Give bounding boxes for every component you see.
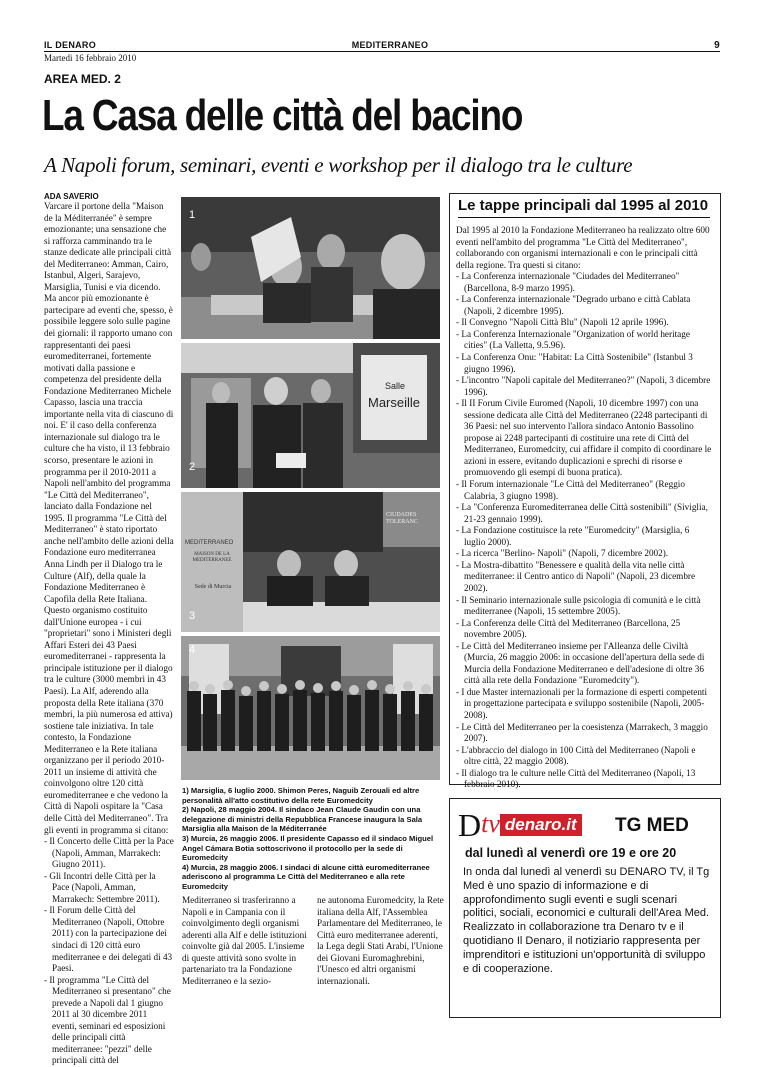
event-item: - Il Concerto delle Città per la Pace (Napoli, Amman, Marrakech: Giugno 2011). (44, 836, 174, 870)
logo-tv: tv (481, 809, 500, 838)
sign-title: Salle (385, 381, 406, 391)
photo-number: 2 (189, 461, 196, 473)
milestone-item: - Il dialogo tra le culture nelle Città del Mediterraneo (Napoli, 13 febbraio 2010). (456, 767, 696, 790)
article-title: La Casa delle città del bacino (42, 91, 523, 140)
milestone-item: - L'incontro "Napoli capitale del Mediterraneo?" (Napoli, 3 dicembre 1996). (456, 375, 711, 397)
photo-number: 3 (189, 610, 196, 622)
photo-number: 4 (189, 644, 196, 656)
photo-2-sala-marsiglia (181, 343, 440, 488)
milestone-item: - Le Città del Mediterraneo per la coesistenza (Marrakech, 3 maggio 2007). (456, 721, 708, 744)
logo-site: denaro.it (500, 814, 582, 836)
milestone-item: - I due Master internazionali per la formazione di esperti competenti in progettazione partecipata e sviluppo sostenibile (Napoli, 2005-2008). (456, 686, 708, 720)
tv-description (463, 866, 713, 976)
milestone-item: - Il II Forum Civile Euromed (Napoli, 10 dicembre 1997) con una sessione dedicata alle Città del Mediterraneo (2248 partecipanti di 36 Paesi: nel suo intervento l'allora sindaco Antonio Bassolino propose ai 2248 partecipanti di costituire una rete di Città del Mediterraneo, Euromedcity, cui affidare il compito di coordinare le azioni in essere, evitando duplicazioni e sprechi di risorse e promuovendo gli esempi di buona pratica). (456, 398, 712, 478)
article-byline: ADA SAVERIO (44, 192, 99, 201)
event-item: - Il Forum delle Città del Mediterraneo (Napoli, Ottobre 2011) con la partecipazione dei sindaci di 120 città euro mediterranee e dei delegati di 43 Paesi. (44, 905, 173, 974)
milestone-item: - La Fondazione costituisce la rete "Euromedcity" (Marsiglia, 6 luglio 2000). (456, 525, 690, 547)
article-intro-paragraph: Varcare il portone della "Maison de la Méditerranée" è sempre emozionante; una sensazione che si rafforza camminando tra le stanze dedicate alle principali città del Mediterraneo: Amman, Cairo, Istanbul, Algeri, Sarajevo, Marsiglia, Tunisi e via dicendo. Ma ancor più emozionante è partecipare ad eventi che, spesso, è possibile leggere solo sulle pagine dei giornali: il rapporto umano con rappresentanti dei paesi euromediterranei, fortemente motivati dalla passione e competenza del presidente della Fondazione Mediterraneo Michele Capasso, lascia una traccia importante nella vita di ciascuno di noi. E' il caso della conferenza internazionale sul dialogo tra le culture che ha visto, il 13 febbraio scorso, presentare le azioni in programma per il 2010-2011 a Napoli nell'ambito del programma "Le Città del Mediterraneo", lanciato dalla Fondazione nel 1995. Il programma "Le Città del Mediterraneo" è stato riportato anche nell'ambito delle azioni della Fondazione euro mediterranea Anna Lindh per il Dialogo tra le Culture (Alf), della quale la Fondazione Mediterraneo è Capofila della Rete Italiana. Questo organismo costituito dall'Unione europea - i cui "proprietari" sono i Ministeri degli Affari Esteri dei 43 Paesi euromediterranei - rappresenta la principale istituzione per il dialogo tra le culture (3000 membri in 43 Paesi). La Alf, aderendo alla proposta della Rete italiana (370 membri, la più numerosa ed attiva) sostiene tale iniziativa. In tale contesto, la Fondazione Mediterraneo e la Rete italiana organizzano per il periodo 2010-2011 un insieme di attività che coinvolgono oltre 120 città euromediterranee e che vedono la Città di Napoli ospitare la "Casa delle Città del Mediterraneo". Tra gli eventi in programma si citano: (44, 201, 174, 835)
photo-4-image (181, 636, 440, 780)
milestone-item: - L'abbraccio del dialogo in 100 Città del Mediterraneo (Napoli e oltre città, 22 maggio 2008). (456, 744, 696, 767)
milestone-item: - La Mostra-dibattito "Benessere e qualità della vita nelle città mediterranee: il Centro antico di Napoli" (Napoli, 23 dicembre 2002). (456, 559, 696, 593)
milestone-item: - La Conferenza Internazionale "Organization of world heritage cities" (La Valletta, 9.5.96). (456, 328, 690, 351)
tg-med-label: TG MED (615, 815, 689, 836)
milestones-intro: Dal 1995 al 2010 la Fondazione Mediterraneo ha realizzato oltre 600 eventi nell'ambito del programma "Le Città del Mediterraneo", collaborando con organismi internazionali e con le principali città della regione. Tra questi si citano: (456, 225, 710, 270)
caption-3: 3) Murcia, 26 maggio 2006. Il presidente Capasso ed il sindaco Miguel Angel Cámara Botia sottoscrivono il protocollo per la sede di Euromedcity (182, 833, 434, 863)
page-number: 9 (714, 40, 720, 51)
section-name: MEDITERRANEO (351, 40, 429, 50)
logo-text: MEDITERRANEO (185, 540, 234, 546)
milestone-item: - La ricerca "Berlino- Napoli" (Napoli, 7 dicembre 2002). (456, 548, 669, 559)
article-continuation-col2: Mediterraneo si trasferiranno a Napoli e in Campania con il coinvolgimento degli organismi aderenti alla Alf e delle istituzioni coinvolte già dal 2005. L'insieme di queste attività sono svolte in partenariato tra la Fondazione Mediterraneo e la sezio- (182, 895, 307, 986)
tv-schedule: dal lunedì al venerdì ore 19 e ore 20 (465, 846, 677, 860)
event-item: - Gli Incontri delle Città per la Pace (Napoli, Amman, Marrakech: Settembre 2011). (44, 870, 160, 904)
milestones-title: Le tappe principali dal 1995 al 2010 (458, 197, 709, 214)
poster-text: CIUDADES TOLERANC (386, 512, 418, 525)
logo-subtext: MAISON DE LA MEDITERRANEE (192, 552, 232, 563)
milestone-item: - La Conferenza Onu: "Habitat: La Città Sostenibile" (Istanbul 3 giugno 1996). (456, 352, 693, 374)
article-continuation-col3: ne autonoma Euromedcity, la Rete italiana della Alf, l'Assemblea Parlamentare del Mediterraneo, le Città euro mediterranee aderenti, la Lega degli Stati Arabi, l'Unione dei Giovani Euromaghrebini, l'Unesco ed altri organismi internazionali. (317, 895, 444, 986)
article-subtitle: A Napoli forum, seminari, eventi e workshop per il dialogo tra le culture (44, 153, 633, 177)
milestone-item: - Il Forum internazionale "Le Città del Mediterraneo" (Reggio Calabria, 3 giugno 1998). (456, 479, 685, 501)
event-list (44, 836, 174, 1067)
header-rule (44, 51, 720, 52)
photo-3-murcia-signing (181, 492, 440, 632)
milestone-items (456, 271, 712, 791)
photo-1-marseille (181, 197, 440, 339)
photo-captions (182, 786, 444, 892)
caption-2: 2) Napoli, 28 maggio 2004. Il sindaco Jean Claude Gaudin con una delegazione di ministri della Repubblica Francese inaugura la Sala Marsiglia alla Maison de la Méditerranée (182, 805, 423, 834)
article-kicker: AREA MED. 2 (44, 72, 121, 86)
milestone-item: - La Conferenza delle Città del Mediterraneo (Barcellona, 25 novembre 2005). (456, 617, 681, 640)
logo-d: D (458, 807, 482, 843)
caption-1: 1) Marsiglia, 6 luglio 2000. Shimon Peres, Naguib Zerouali ed altre personalità all'atto costitutivo della rete Euromedcity (182, 786, 420, 805)
photo-1-image (181, 197, 440, 339)
issue-date: Martedì 16 febbraio 2010 (44, 53, 137, 63)
paper-name: IL DENARO (44, 40, 97, 50)
article-body-column (44, 201, 174, 1067)
milestones-list (456, 225, 712, 791)
milestones-rule (458, 217, 710, 218)
photo-number: 1 (189, 209, 196, 221)
milestone-item: - Il Seminario internazionale sulle psicologia di comunità e le città mediterranee (Napoli, 15 settembre 2005). (456, 594, 701, 617)
milestone-item: - La "Conferenza Euromediterranea delle Città sostenibili" (Siviglia, 21-23 gennaio 1999). (456, 502, 708, 524)
denaro-tv-logo (458, 808, 582, 842)
sign-name: Marseille (368, 395, 421, 410)
photo-2-image (181, 343, 440, 488)
tv-description-1: In onda dal lunedì al venerdì su DENARO TV, il Tg Med è uno spazio di informazione e di approfondimento sugli eventi e sugli scenari politici, sociali, economici e culturali dell'Area Med. (463, 866, 710, 920)
milestone-item: - Le Città del Mediterraneo insieme per l'Alleanza delle Civiltà (Murcia, 26 maggio 2006: in occasione dell'apertura della sede di Murcia della Fondazione Mediterraneo e dell'adesione di oltre 36 città alla rete della Fondazione "Euromedcity"). (456, 640, 705, 686)
banner-text: Sede di Murcia (194, 584, 232, 590)
milestone-item: - La Conferenza internazionale "Degrado urbano e città Cablata (Napoli, 2 dicembre 1995). (456, 294, 691, 316)
photo-4-murcia-mayors (181, 636, 440, 780)
tv-description-2: Realizzato in collaborazione tra Denaro tv e il quotidiano Il Denaro, il notiziario rappresenta per imprenditori e istituzioni un'opportunità di sviluppo e di cooperazione. (463, 921, 706, 975)
milestone-item: - Il Convegno "Napoli Città Blu" (Napoli 12 aprile 1996). (456, 317, 669, 328)
event-item: - Il programma "Le Città del Mediterraneo si presentano" che prevede a Napoli dal 1 giugno 2011 al 30 dicembre 2011 eventi, seminari ed esposizioni delle principali città mediterranee: "pezzi" delle principali città del (44, 974, 171, 1066)
milestone-item: - La Conferenza internazionale "Ciudades del Mediterraneo" (Barcellona, 8-9 marzo 1995). (456, 271, 680, 293)
caption-4: 4) Murcia, 28 maggio 2006. I sindaci di alcune città euromediterranee aderiscono al programma Le Città del Mediterraneo e alla rete Euromedcity (182, 862, 430, 891)
